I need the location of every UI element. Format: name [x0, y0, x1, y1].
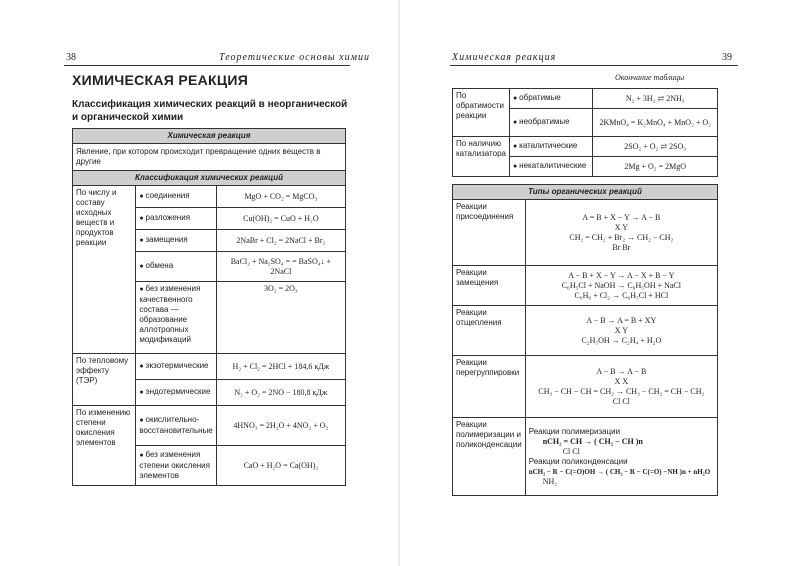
criterion-heat: По тепловому эффекту (ТЭР) — [73, 354, 136, 406]
organic-type: Реакции присоединения — [453, 200, 526, 266]
reaction-equation: N₂ + O₂ = 2NO − 180,8 кДж — [216, 380, 345, 406]
reaction-equation: Cu(OH)₂ = CuO + H₂O — [216, 208, 345, 230]
page-number-right: 39 — [722, 52, 732, 63]
reaction-equation: 2Mg + O₂ = 2MgO — [593, 157, 718, 177]
organic-reactions-table — [452, 184, 718, 496]
organic-scheme: A − B + X − Y → A − X + B − Y C₆H₅Cl + NaOH → C₆H₅OH + NaCl C₆H₆ + Cl₂ → C₆H₅Cl + HCl — [525, 266, 717, 306]
reaction-type: ● без изменения степени окисления элементов — [136, 446, 216, 486]
criterion-catalyst: По наличию катализатора — [453, 137, 510, 177]
criterion-composition: По числу и составу исходных веществ и продуктов реакции — [73, 186, 136, 354]
page-number-left: 38 — [66, 52, 76, 63]
reaction-equation: 2KMnO₄ = K₂MnO₄ + MnO₂ + O₂ — [593, 109, 718, 137]
organic-type: Реакции замещения — [453, 266, 526, 306]
header-rule-left — [64, 65, 350, 66]
reaction-type: ● замещения — [136, 230, 216, 252]
reaction-type: ● окислительно-восстановительные — [136, 406, 216, 446]
criterion-reversibility: По обратимости реакции — [453, 89, 510, 137]
organic-scheme: A − B → A = B + XY X Y C₂H₅OH → C₂H₄ + H₂O — [525, 306, 717, 356]
reaction-equation: 3O₂ = 2O₃ — [216, 282, 345, 354]
reaction-equation: 2SO₂ + O₂ ⇄ 2SO₃ — [593, 137, 718, 157]
running-head-right: Химическая реакция — [452, 52, 557, 63]
reaction-type: ● обратимые — [509, 89, 592, 109]
reaction-type: ● необратимые — [509, 109, 592, 137]
organic-scheme: A = B + X − Y → A − B X Y CH₂ = CH₂ + Br₂ → CH₂ − CH₂ Br Br — [525, 200, 717, 266]
reaction-type: ● каталитические — [509, 137, 592, 157]
classification-table — [72, 128, 346, 486]
header-rule-right — [450, 65, 738, 66]
reaction-type: ● некаталитические — [509, 157, 592, 177]
reaction-type: ● без изменения качественного состава — образование аллотропных модификаций — [136, 282, 216, 354]
reaction-equation: CaO + H₂O = Ca(OH)₂ — [216, 446, 345, 486]
section-title: Классификация химических реакций в неорганической и органической химии — [72, 99, 348, 123]
organic-type: Реакции отщепления — [453, 306, 526, 356]
table-continuation-note: Окончание таблицы — [615, 73, 685, 82]
organic-table-head: Типы органических реакций — [453, 185, 718, 200]
reaction-type: ● обмена — [136, 252, 216, 282]
organic-type: Реакции перегруппировки — [453, 356, 526, 418]
reaction-equation: H₂ + Cl₂ = 2HCl + 184,6 кДж — [216, 354, 345, 380]
running-head-left: Теоретические основы химии — [219, 52, 370, 63]
definition-cell: Явление, при котором происходит превращение одних веществ в другие — [73, 144, 346, 171]
reaction-equation: 4HNO₃ = 2H₂O + 4NO₂ + O₂ — [216, 406, 345, 446]
reaction-equation: BaCl₂ + Na₂SO₄ = = BaSO₄↓ + 2NaCl — [216, 252, 345, 282]
reaction-equation: 2NaBr + Cl₂ = 2NaCl + Br₂ — [216, 230, 345, 252]
reaction-equation: N₂ + 3H₂ ⇄ 2NH₃ — [593, 89, 718, 109]
reaction-equation: MgO + CO₂ = MgCO₃ — [216, 186, 345, 208]
organic-type: Реакции полимеризации и поликонденсации — [453, 418, 526, 496]
table-head-reaction: Химическая реакция — [73, 129, 346, 144]
table-head-classification: Классификация химических реакций — [73, 171, 346, 186]
reaction-type: ● соединения — [136, 186, 216, 208]
chapter-title: ХИМИЧЕСКАЯ РЕАКЦИЯ — [72, 72, 249, 88]
criterion-oxidation: По изменению степени окисления элементов — [73, 406, 136, 486]
reversibility-table — [452, 88, 718, 177]
reaction-type: ● экзотермические — [136, 354, 216, 380]
organic-scheme: Реакции полимеризации nCH₂ = CH → ( CH₂ − CH )n Cl Cl Реакции поликонденсации nCH₂ − R − C(=O)OH → ( CH₂ − R − C(=O) −NH )n + nH₂O NH₂ — [525, 418, 717, 496]
organic-scheme: A − B → A − B X X CH₃ − CH − CH = CH₂ → CH₃ − CH₂ = CH − CH₂ Cl Cl — [525, 356, 717, 418]
reaction-type: ● разложения — [136, 208, 216, 230]
reaction-type: ● эндотермические — [136, 380, 216, 406]
